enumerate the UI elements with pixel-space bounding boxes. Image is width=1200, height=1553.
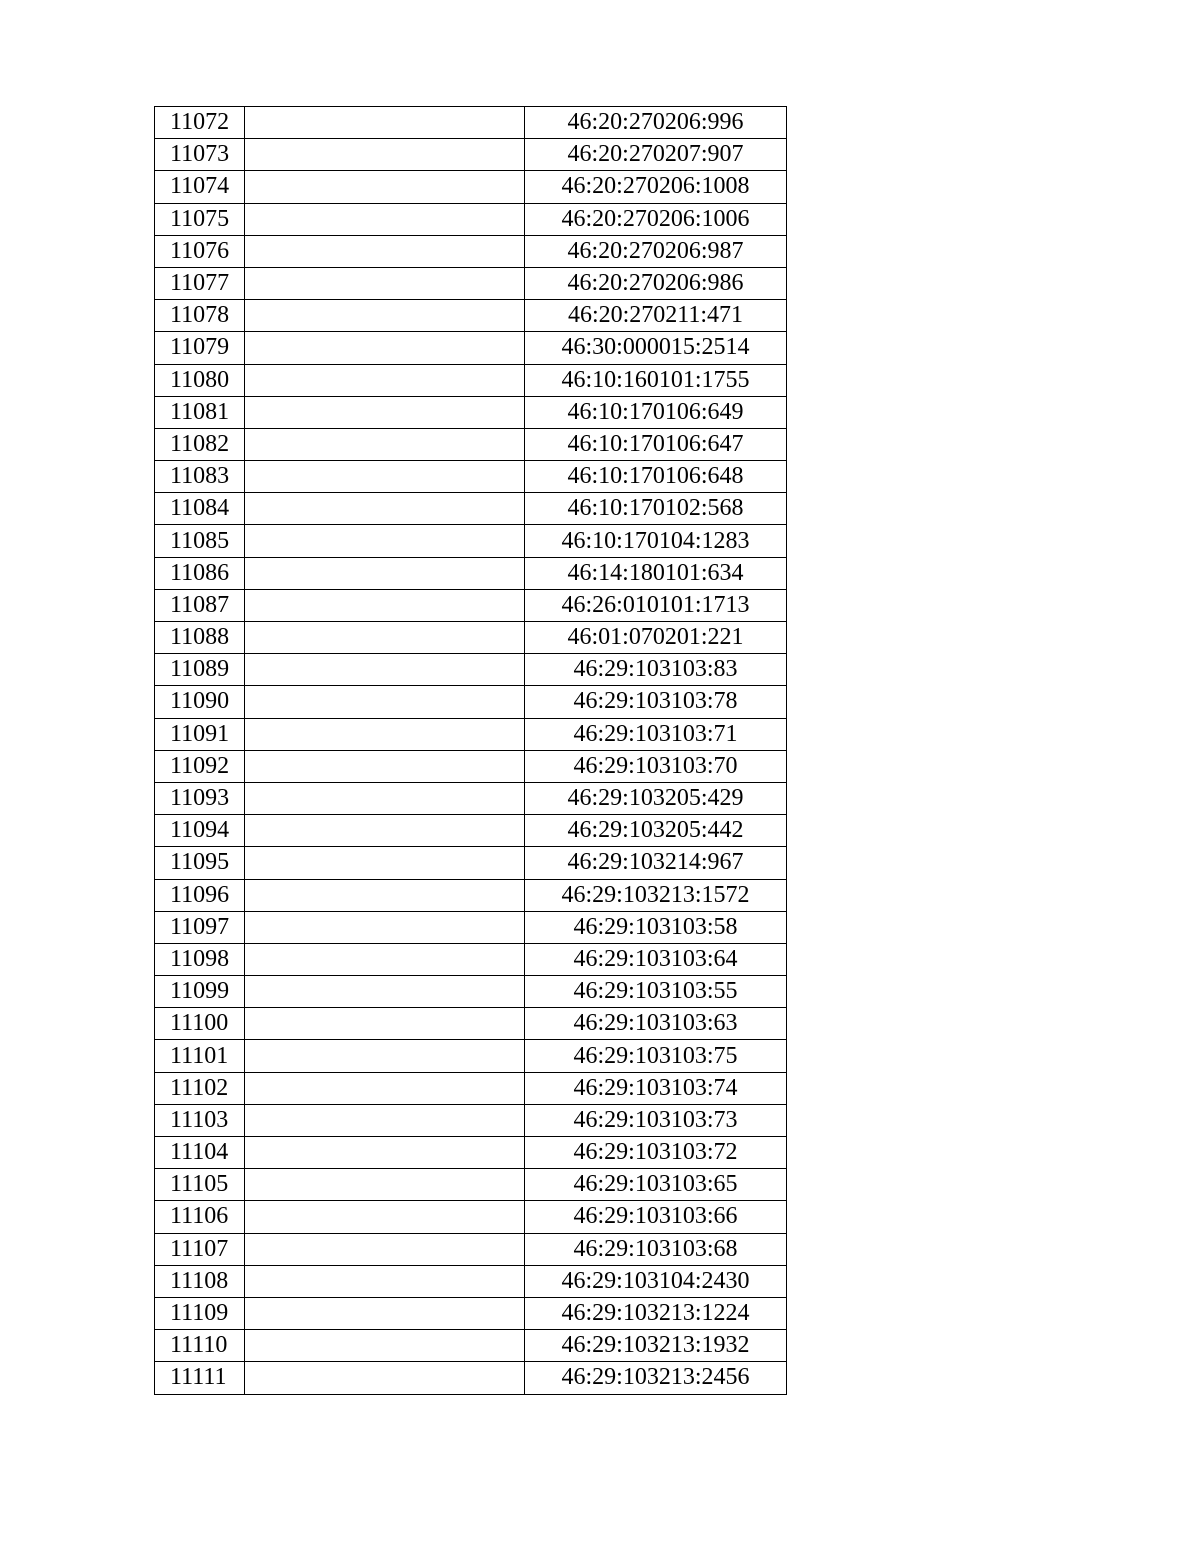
- cadastral-number-cell: 46:29:103103:64: [525, 943, 787, 975]
- cadastral-number-cell: 46:29:103103:65: [525, 1169, 787, 1201]
- name-cell: [245, 107, 525, 139]
- name-cell: [245, 911, 525, 943]
- cadastral-number-cell: 46:29:103213:1224: [525, 1297, 787, 1329]
- table-row: [155, 1362, 787, 1394]
- row-number-cell: 11092: [155, 750, 245, 782]
- cadastral-table: [154, 106, 787, 1395]
- name-cell: [245, 1233, 525, 1265]
- row-number-cell: 11098: [155, 943, 245, 975]
- name-cell: [245, 1169, 525, 1201]
- name-cell: [245, 1297, 525, 1329]
- cadastral-number-cell: 46:10:170106:647: [525, 428, 787, 460]
- name-cell: [245, 718, 525, 750]
- cadastral-number-cell: 46:14:180101:634: [525, 557, 787, 589]
- row-number-cell: 11081: [155, 396, 245, 428]
- table-row: [155, 267, 787, 299]
- row-number-cell: 11104: [155, 1137, 245, 1169]
- cadastral-number-cell: 46:01:070201:221: [525, 622, 787, 654]
- name-cell: [245, 686, 525, 718]
- table-row: [155, 1297, 787, 1329]
- cadastral-number-cell: 46:29:103103:71: [525, 718, 787, 750]
- name-cell: [245, 879, 525, 911]
- cadastral-number-cell: 46:10:170104:1283: [525, 525, 787, 557]
- cadastral-number-cell: 46:20:270206:987: [525, 235, 787, 267]
- name-cell: [245, 139, 525, 171]
- name-cell: [245, 267, 525, 299]
- name-cell: [245, 428, 525, 460]
- cadastral-number-cell: 46:29:103103:58: [525, 911, 787, 943]
- row-number-cell: 11095: [155, 847, 245, 879]
- row-number-cell: 11082: [155, 428, 245, 460]
- table-row: [155, 203, 787, 235]
- row-number-cell: 11079: [155, 332, 245, 364]
- cadastral-number-cell: 46:10:170106:648: [525, 461, 787, 493]
- name-cell: [245, 815, 525, 847]
- table-row: [155, 557, 787, 589]
- cadastral-number-cell: 46:29:103103:55: [525, 976, 787, 1008]
- row-number-cell: 11110: [155, 1330, 245, 1362]
- name-cell: [245, 782, 525, 814]
- table-body: [155, 107, 787, 1395]
- name-cell: [245, 493, 525, 525]
- table-row: [155, 139, 787, 171]
- name-cell: [245, 1137, 525, 1169]
- table-row: [155, 396, 787, 428]
- name-cell: [245, 396, 525, 428]
- row-number-cell: 11088: [155, 622, 245, 654]
- row-number-cell: 11105: [155, 1169, 245, 1201]
- cadastral-number-cell: 46:29:103213:2456: [525, 1362, 787, 1394]
- table-row: [155, 879, 787, 911]
- name-cell: [245, 1104, 525, 1136]
- cadastral-number-cell: 46:20:270211:471: [525, 300, 787, 332]
- row-number-cell: 11101: [155, 1040, 245, 1072]
- table-row: [155, 235, 787, 267]
- cadastral-number-cell: 46:10:160101:1755: [525, 364, 787, 396]
- row-number-cell: 11089: [155, 654, 245, 686]
- name-cell: [245, 589, 525, 621]
- name-cell: [245, 1265, 525, 1297]
- row-number-cell: 11076: [155, 235, 245, 267]
- name-cell: [245, 750, 525, 782]
- name-cell: [245, 525, 525, 557]
- name-cell: [245, 1072, 525, 1104]
- row-number-cell: 11078: [155, 300, 245, 332]
- row-number-cell: 11107: [155, 1233, 245, 1265]
- cadastral-number-cell: 46:29:103103:75: [525, 1040, 787, 1072]
- row-number-cell: 11109: [155, 1297, 245, 1329]
- cadastral-number-cell: 46:29:103104:2430: [525, 1265, 787, 1297]
- name-cell: [245, 1201, 525, 1233]
- cadastral-number-cell: 46:20:270206:986: [525, 267, 787, 299]
- cadastral-number-cell: 46:29:103205:429: [525, 782, 787, 814]
- table-row: [155, 589, 787, 621]
- table-row: [155, 654, 787, 686]
- row-number-cell: 11096: [155, 879, 245, 911]
- cadastral-number-cell: 46:29:103213:1572: [525, 879, 787, 911]
- name-cell: [245, 622, 525, 654]
- cadastral-number-cell: 46:29:103103:72: [525, 1137, 787, 1169]
- table-row: [155, 1072, 787, 1104]
- row-number-cell: 11085: [155, 525, 245, 557]
- name-cell: [245, 461, 525, 493]
- name-cell: [245, 847, 525, 879]
- name-cell: [245, 1040, 525, 1072]
- cadastral-number-cell: 46:29:103205:442: [525, 815, 787, 847]
- table-row: [155, 750, 787, 782]
- cadastral-number-cell: 46:29:103103:78: [525, 686, 787, 718]
- row-number-cell: 11073: [155, 139, 245, 171]
- table-row: [155, 107, 787, 139]
- table-row: [155, 1104, 787, 1136]
- table-row: [155, 815, 787, 847]
- table-row: [155, 847, 787, 879]
- cadastral-number-cell: 46:29:103103:73: [525, 1104, 787, 1136]
- row-number-cell: 11091: [155, 718, 245, 750]
- cadastral-number-cell: 46:10:170102:568: [525, 493, 787, 525]
- name-cell: [245, 235, 525, 267]
- row-number-cell: 11072: [155, 107, 245, 139]
- cadastral-number-cell: 46:10:170106:649: [525, 396, 787, 428]
- row-number-cell: 11086: [155, 557, 245, 589]
- name-cell: [245, 1362, 525, 1394]
- row-number-cell: 11108: [155, 1265, 245, 1297]
- table-row: [155, 782, 787, 814]
- table-row: [155, 428, 787, 460]
- table-row: [155, 171, 787, 203]
- name-cell: [245, 203, 525, 235]
- table-row: [155, 1330, 787, 1362]
- table-row: [155, 911, 787, 943]
- row-number-cell: 11099: [155, 976, 245, 1008]
- row-number-cell: 11111: [155, 1362, 245, 1394]
- row-number-cell: 11087: [155, 589, 245, 621]
- cadastral-number-cell: 46:29:103213:1932: [525, 1330, 787, 1362]
- row-number-cell: 11102: [155, 1072, 245, 1104]
- cadastral-number-cell: 46:26:010101:1713: [525, 589, 787, 621]
- name-cell: [245, 364, 525, 396]
- cadastral-number-cell: 46:29:103103:83: [525, 654, 787, 686]
- cadastral-number-cell: 46:20:270207:907: [525, 139, 787, 171]
- cadastral-number-cell: 46:20:270206:996: [525, 107, 787, 139]
- row-number-cell: 11097: [155, 911, 245, 943]
- table-row: [155, 1137, 787, 1169]
- cadastral-number-cell: 46:20:270206:1008: [525, 171, 787, 203]
- name-cell: [245, 943, 525, 975]
- table-row: [155, 300, 787, 332]
- row-number-cell: 11090: [155, 686, 245, 718]
- row-number-cell: 11075: [155, 203, 245, 235]
- name-cell: [245, 171, 525, 203]
- name-cell: [245, 1008, 525, 1040]
- row-number-cell: 11094: [155, 815, 245, 847]
- name-cell: [245, 976, 525, 1008]
- cadastral-number-cell: 46:29:103103:66: [525, 1201, 787, 1233]
- table-row: [155, 622, 787, 654]
- table-row: [155, 686, 787, 718]
- table-row: [155, 1008, 787, 1040]
- cadastral-number-cell: 46:29:103103:74: [525, 1072, 787, 1104]
- table-row: [155, 364, 787, 396]
- cadastral-number-cell: 46:20:270206:1006: [525, 203, 787, 235]
- row-number-cell: 11074: [155, 171, 245, 203]
- table-row: [155, 1265, 787, 1297]
- table-row: [155, 1201, 787, 1233]
- table-row: [155, 943, 787, 975]
- name-cell: [245, 654, 525, 686]
- table-row: [155, 493, 787, 525]
- cadastral-number-cell: 46:29:103103:63: [525, 1008, 787, 1040]
- row-number-cell: 11100: [155, 1008, 245, 1040]
- table-row: [155, 718, 787, 750]
- name-cell: [245, 1330, 525, 1362]
- row-number-cell: 11077: [155, 267, 245, 299]
- table-row: [155, 1233, 787, 1265]
- table-row: [155, 525, 787, 557]
- row-number-cell: 11093: [155, 782, 245, 814]
- cadastral-number-cell: 46:29:103103:70: [525, 750, 787, 782]
- table-row: [155, 976, 787, 1008]
- table-row: [155, 332, 787, 364]
- table-row: [155, 1169, 787, 1201]
- cadastral-number-cell: 46:30:000015:2514: [525, 332, 787, 364]
- name-cell: [245, 332, 525, 364]
- name-cell: [245, 300, 525, 332]
- row-number-cell: 11080: [155, 364, 245, 396]
- table-row: [155, 461, 787, 493]
- cadastral-number-cell: 46:29:103214:967: [525, 847, 787, 879]
- row-number-cell: 11083: [155, 461, 245, 493]
- table-row: [155, 1040, 787, 1072]
- row-number-cell: 11103: [155, 1104, 245, 1136]
- name-cell: [245, 557, 525, 589]
- row-number-cell: 11106: [155, 1201, 245, 1233]
- row-number-cell: 11084: [155, 493, 245, 525]
- cadastral-number-cell: 46:29:103103:68: [525, 1233, 787, 1265]
